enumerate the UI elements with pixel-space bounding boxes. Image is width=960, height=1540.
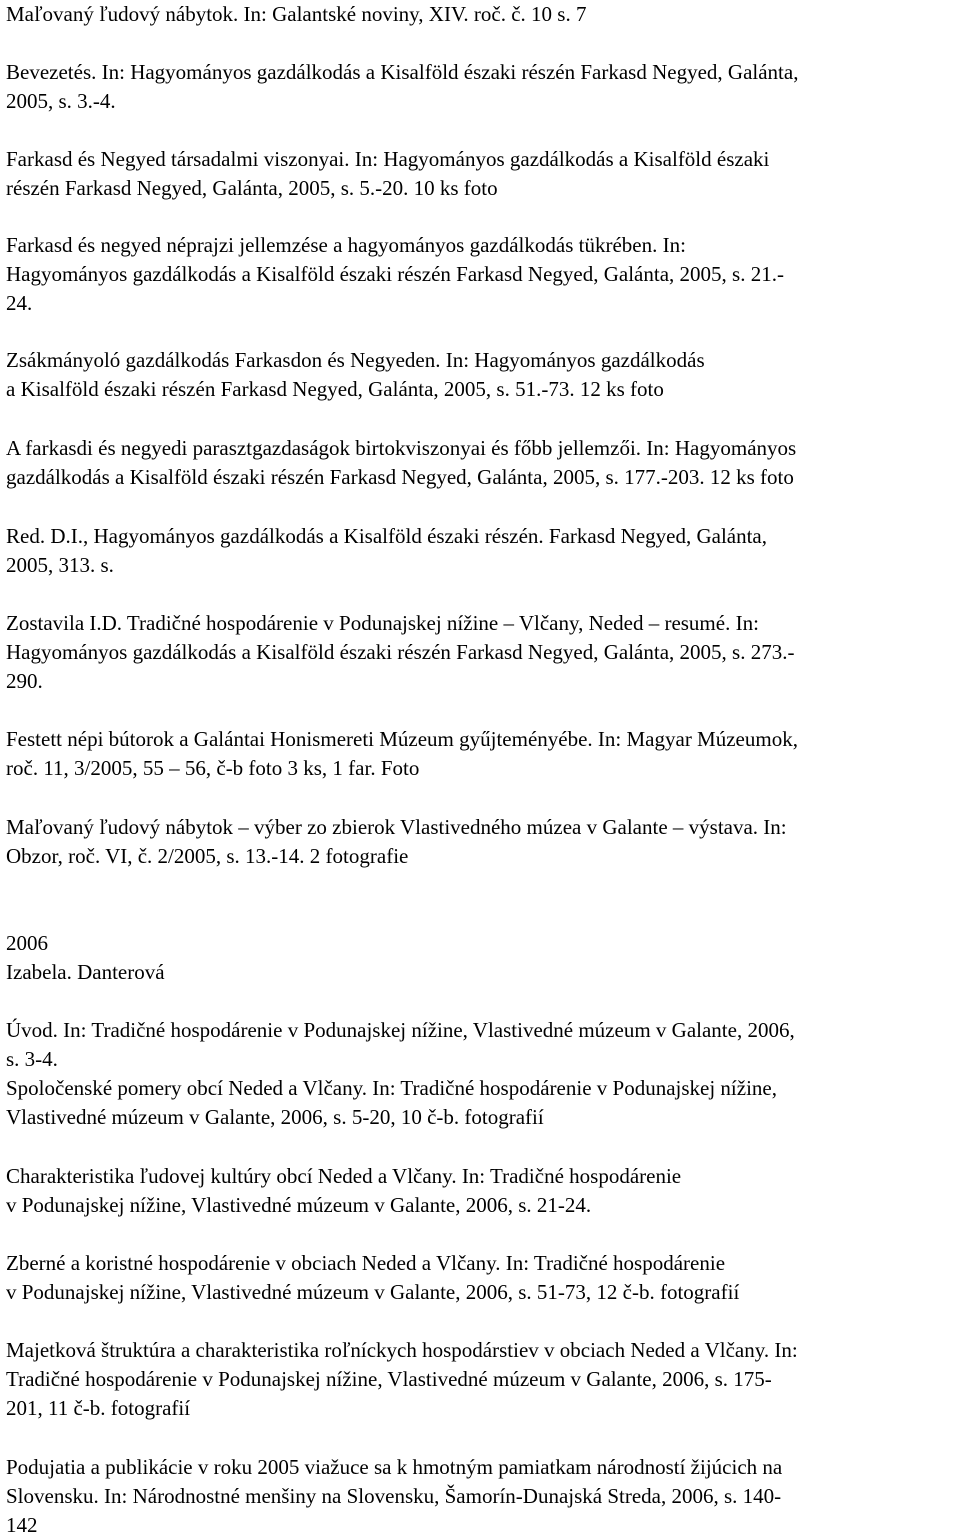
entry-line: Farkasd és Negyed társadalmi viszonyai. In: Hagyományos gazdálkodás a Kisalföld északi: [6, 147, 770, 171]
bibliography-entry: [6, 609, 794, 696]
bibliography-entry: [6, 0, 586, 29]
entry-line: s. 3-4.: [6, 1047, 58, 1071]
bibliography-entry: [6, 1249, 739, 1307]
entry-line: Maľovaný ľudový nábytok. In: Galantské noviny, XIV. roč. č. 10 s. 7: [6, 2, 587, 26]
entry-line: Farkasd és negyed néprajzi jellemzése a hagyományos gazdálkodás tükrében. In:: [6, 233, 686, 257]
entry-line: Zostavila I.D. Tradičné hospodárenie v Podunajskej nížine – Vlčany, Neded – resumé. In:: [6, 611, 759, 635]
entry-line: 24.: [6, 291, 33, 315]
entry-line: 142: [6, 1513, 38, 1537]
bibliography-entry: [6, 346, 705, 404]
entry-line: v Podunajskej nížine, Vlastivedné múzeum v Galante, 2006, s. 21-24.: [6, 1193, 592, 1217]
entry-line: gazdálkodás a Kisalföld északi részén Farkasd Negyed, Galánta, 2005, s. 177.-203. 12 ks foto: [6, 465, 794, 489]
entry-line: 2005, 313. s.: [6, 553, 114, 577]
entry-line: 2005, s. 3.-4.: [6, 89, 116, 113]
entry-line: Bevezetés. In: Hagyományos gazdálkodás a Kisalföld északi részén Farkasd Negyed, Galánta,: [6, 60, 799, 84]
entry-line: Zberné a koristné hospodárenie v obciach Neded a Vlčany. In: Tradičné hospodárenie: [6, 1251, 726, 1275]
bibliography-entry: [6, 1336, 798, 1423]
entry-line: Charakteristika ľudovej kultúry obcí Neded a Vlčany. In: Tradičné hospodárenie: [6, 1164, 682, 1188]
entry-line: Slovensku. In: Národnostné menšiny na Slovensku, Šamorín-Dunajská Streda, 2006, s. 140-: [6, 1484, 782, 1508]
entry-line: Podujatia a publikácie v roku 2005 viažuce sa k hmotným pamiatkam národností žijúcich na: [6, 1455, 783, 1479]
bibliography-entry: [6, 1016, 795, 1132]
bibliography-entry: [6, 522, 767, 580]
entry-line: részén Farkasd Negyed, Galánta, 2005, s. 5.-20. 10 ks foto: [6, 176, 498, 200]
year-label: 2006: [6, 931, 48, 955]
entry-line: Red. D.I., Hagyományos gazdálkodás a Kisalföld északi részén. Farkasd Negyed, Galánta,: [6, 524, 768, 548]
entry-line: roč. 11, 3/2005, 55 – 56, č-b foto 3 ks, 1 far. Foto: [6, 756, 420, 780]
entry-line: A farkasdi és negyedi parasztgazdaságok birtokviszonyai és főbb jellemzői. In: Hagyományos: [6, 436, 797, 460]
entry-line: Maľovaný ľudový nábytok – výber zo zbierok Vlastivedného múzea v Galante – výstava. In:: [6, 815, 787, 839]
bibliography-entry: [6, 231, 784, 318]
entry-line: Hagyományos gazdálkodás a Kisalföld északi részén Farkasd Negyed, Galánta, 2005, s. 273.-: [6, 640, 795, 664]
bibliography-entry: [6, 58, 798, 116]
bibliography-entry: [6, 145, 769, 203]
entry-line: Úvod. In: Tradičné hospodárenie v Podunajskej nížine, Vlastivedné múzeum v Galante, 2006,: [6, 1018, 795, 1042]
year-heading: [6, 929, 165, 987]
bibliography-entry: [6, 434, 796, 492]
entry-line: v Podunajskej nížine, Vlastivedné múzeum v Galante, 2006, s. 51-73, 12 č-b. fotografií: [6, 1280, 740, 1304]
entry-line: Majetková štruktúra a charakteristika roľníckych hospodárstiev v obciach Neded a Vlčany. In:: [6, 1338, 798, 1362]
entry-line: 201, 11 č-b. fotografií: [6, 1396, 191, 1420]
entry-line: Hagyományos gazdálkodás a Kisalföld északi részén Farkasd Negyed, Galánta, 2005, s. 21.-: [6, 262, 784, 286]
entry-line: Tradičné hospodárenie v Podunajskej nížine, Vlastivedné múzeum v Galante, 2006, s. 175-: [6, 1367, 772, 1391]
entry-line: Zsákmányoló gazdálkodás Farkasdon és Negyeden. In: Hagyományos gazdálkodás: [6, 348, 705, 372]
bibliography-entry: [6, 1162, 681, 1220]
bibliography-entry: [6, 1453, 782, 1540]
entry-line: Spoločenské pomery obcí Neded a Vlčany. In: Tradičné hospodárenie v Podunajskej nížine,: [6, 1076, 777, 1100]
entry-line: Obzor, roč. VI, č. 2/2005, s. 13.-14. 2 fotografie: [6, 844, 409, 868]
entry-line: Festett népi bútorok a Galántai Honismereti Múzeum gyűjteményébe. In: Magyar Múzeumok,: [6, 727, 798, 751]
entry-line: Vlastivedné múzeum v Galante, 2006, s. 5-20, 10 č-b. fotografií: [6, 1105, 544, 1129]
bibliography-entry: [6, 813, 787, 871]
bibliography-entry: [6, 725, 798, 783]
entry-line: a Kisalföld északi részén Farkasd Negyed, Galánta, 2005, s. 51.-73. 12 ks foto: [6, 377, 664, 401]
author-name: Izabela. Danterová: [6, 960, 165, 984]
entry-line: 290.: [6, 669, 43, 693]
